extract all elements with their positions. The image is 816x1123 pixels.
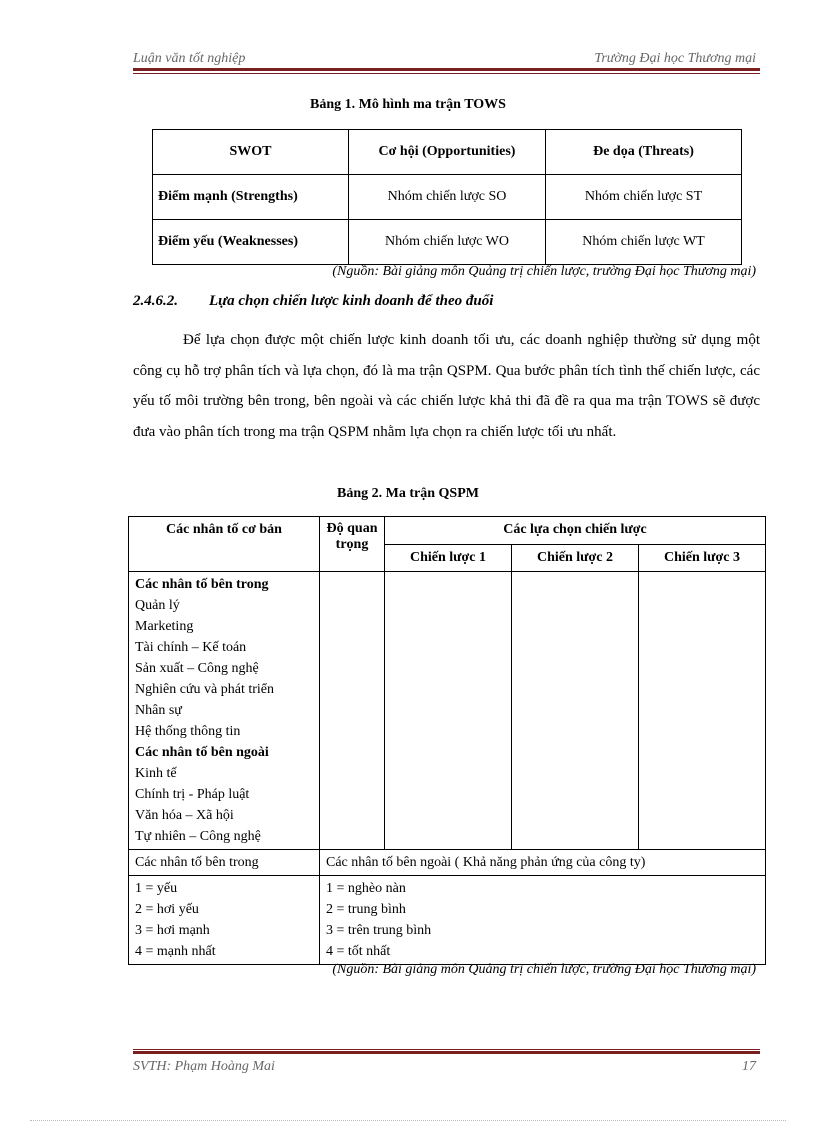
tows-row-strengths: Điểm mạnh (Strengths) [153, 175, 349, 220]
qspm-header-importance: Độ quan trọng [320, 517, 385, 572]
header-right: Trường Đại học Thương mại [594, 51, 756, 66]
paragraph-text: Để lựa chọn được một chiến lược kinh doanh tối ưu, các doanh nghiệp thường sử dụng một công cụ hỗ trợ phân tích và lựa chọn, đó là ma trận QSPM. Qua bước phân tích tình thế chiến lược, các yếu tố môi trường bên trong, bên ngoài và các chiến lược khả thi đã đề ra qua ma trận TOWS sẽ được đưa vào phân tích trong ma trận QSPM nhằm lựa chọn ra chiến lược tối ưu nhất. [133, 332, 760, 440]
list-item: 3 = trên trung bình [326, 923, 432, 938]
list-item: 4 = tốt nhất [326, 944, 391, 959]
list-item: 1 = nghèo nàn [326, 881, 406, 896]
tows-header-threats: Đe dọa (Threats) [546, 130, 742, 175]
list-item: Chính trị - Pháp luật [135, 787, 250, 802]
list-item: Nhân sự [135, 703, 182, 718]
list-item: Tài chính – Kế toán [135, 640, 247, 655]
tows-cell-so: Nhóm chiến lược SO [349, 175, 546, 220]
qspm-header-factors: Các nhân tố cơ bản [129, 517, 320, 572]
list-item: Marketing [135, 619, 194, 634]
header-rule-thin [133, 73, 760, 74]
scale-external-title: Các nhân tố bên ngoài ( Khả năng phản ứng của công ty) [320, 850, 766, 876]
tows-cell-st: Nhóm chiến lược ST [546, 175, 742, 220]
scale-internal-cell [129, 876, 320, 965]
qspm-factors-cell [129, 572, 320, 850]
table1-source: (Nguồn: Bài giảng môn Quảng trị chiến lược, trường Đại học Thương mại) [332, 264, 756, 279]
list-item: 2 = hơi yếu [135, 902, 199, 917]
list-item: Kinh tế [135, 766, 177, 781]
tows-row-weaknesses: Điểm yếu (Weaknesses) [153, 220, 349, 265]
qspm-header-strategy-2: Chiến lược 2 [512, 544, 639, 572]
list-item: Văn hóa – Xã hội [135, 808, 234, 823]
qspm-header-strategy-1: Chiến lược 1 [385, 544, 512, 572]
table2-source: (Nguồn: Bài giảng môn Quảng trị chiến lược, trường Đại học Thương mại) [332, 962, 756, 977]
qspm-header-strategy-3: Chiến lược 3 [639, 544, 766, 572]
header-left: Luận văn tốt nghiệp [133, 51, 246, 66]
scale-internal-title: Các nhân tố bên trong [129, 850, 320, 876]
footer-rule [133, 1051, 760, 1054]
qspm-importance-cell [320, 572, 385, 850]
qspm-strategy-1-cell [385, 572, 512, 850]
list-item: Quản lý [135, 598, 180, 613]
table1-caption: Bảng 1. Mô hình ma trận TOWS [310, 97, 506, 112]
body-paragraph [133, 325, 760, 447]
page-edge [30, 1120, 786, 1121]
list-item: 3 = hơi mạnh [135, 923, 210, 938]
section-title: Lựa chọn chiến lược kinh doanh để theo đuổi [209, 293, 494, 309]
header-rule [133, 68, 760, 71]
tows-header-opportunities: Cơ hội (Opportunities) [349, 130, 546, 175]
tows-cell-wo: Nhóm chiến lược WO [349, 220, 546, 265]
list-item: Hệ thống thông tin [135, 724, 241, 739]
tows-table [152, 129, 742, 265]
list-item: 2 = trung bình [326, 902, 406, 917]
table2-caption: Bảng 2. Ma trận QSPM [337, 486, 479, 501]
qspm-table [128, 516, 766, 965]
footer-rule-thin [133, 1049, 760, 1050]
qspm-strategy-3-cell [639, 572, 766, 850]
list-item: Tự nhiên – Công nghệ [135, 829, 261, 844]
scale-external-cell [320, 876, 766, 965]
list-item: Sản xuất – Công nghệ [135, 661, 259, 676]
qspm-header-choices: Các lựa chọn chiến lược [385, 517, 766, 545]
page-number: 17 [742, 1059, 756, 1074]
internal-factors-title: Các nhân tố bên trong [135, 577, 269, 592]
tows-header-swot: SWOT [153, 130, 349, 175]
section-number: 2.4.6.2. [133, 293, 178, 309]
section-heading [133, 293, 493, 310]
tows-cell-wt: Nhóm chiến lược WT [546, 220, 742, 265]
list-item: 1 = yếu [135, 881, 178, 896]
external-factors-title: Các nhân tố bên ngoài [135, 745, 269, 760]
list-item: Nghiên cứu và phát triển [135, 682, 274, 697]
list-item: 4 = mạnh nhất [135, 944, 216, 959]
footer-left: SVTH: Phạm Hoàng Mai [133, 1059, 275, 1074]
qspm-strategy-2-cell [512, 572, 639, 850]
